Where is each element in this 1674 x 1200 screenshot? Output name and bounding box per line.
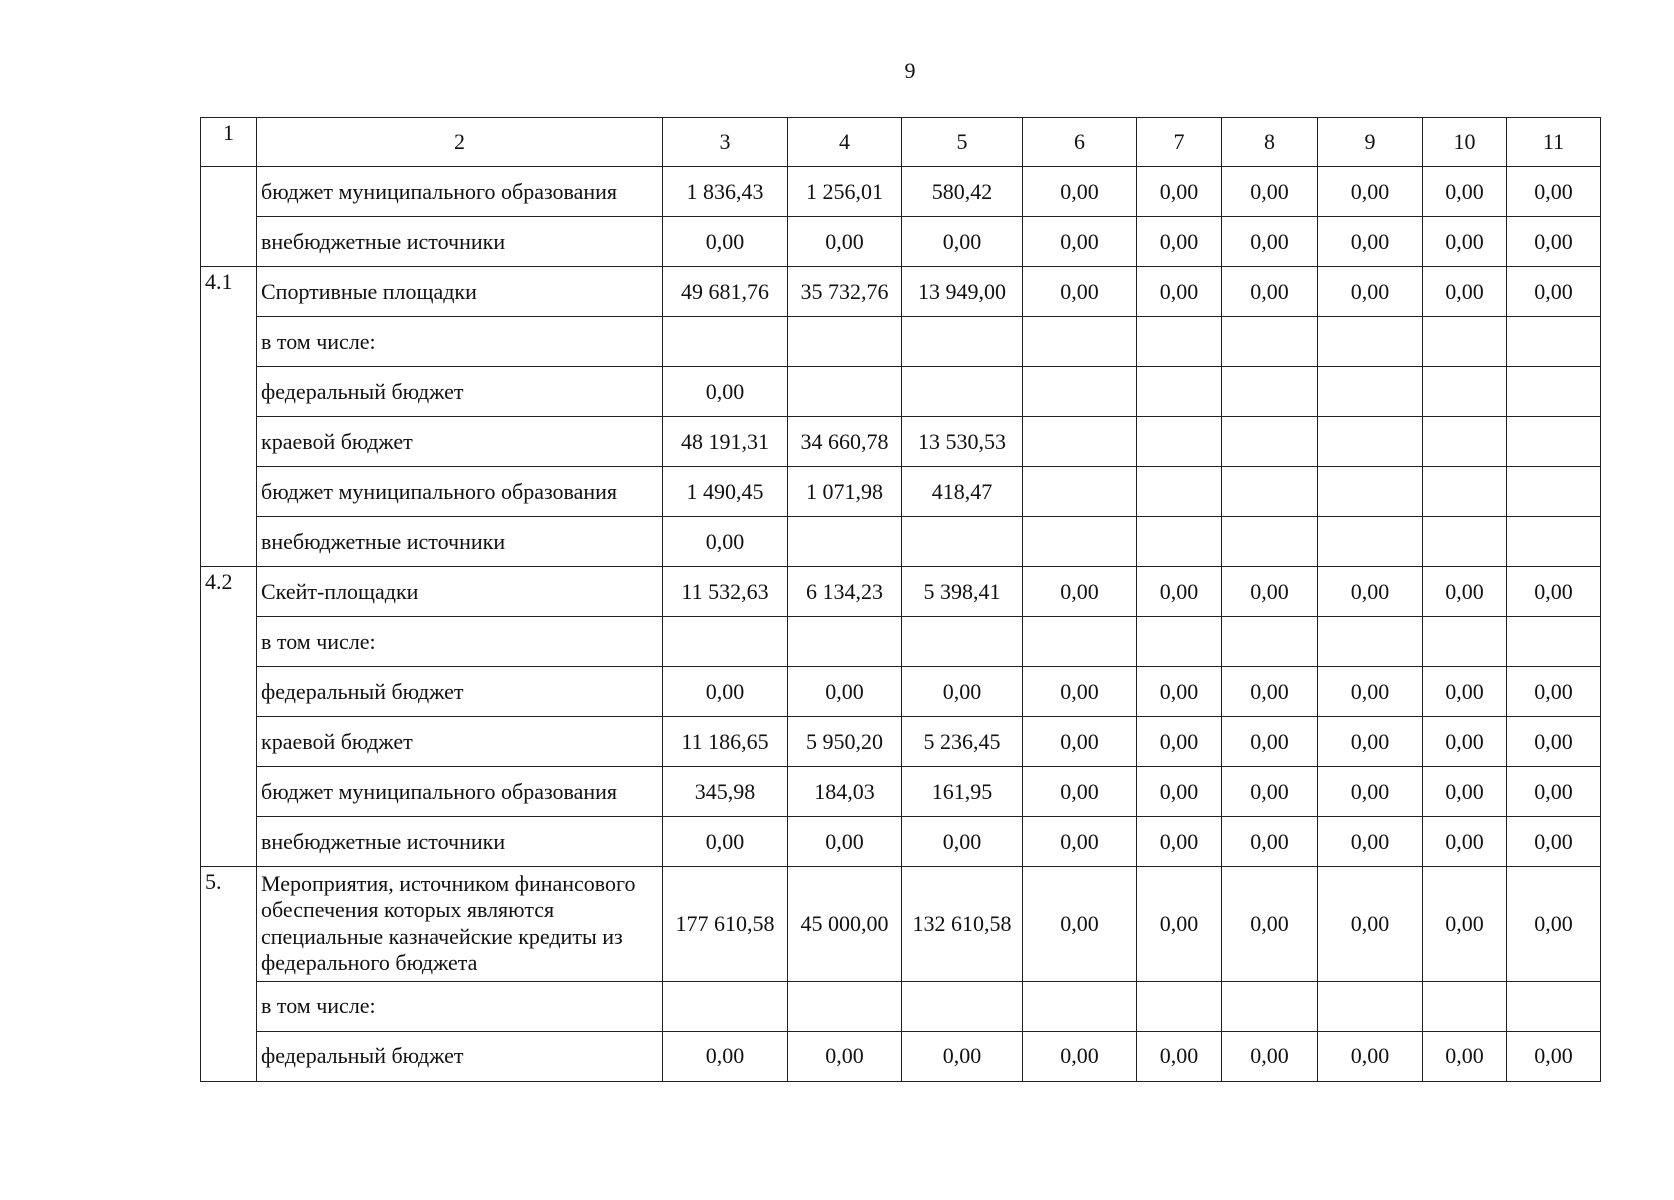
value-cell: 0,00	[1222, 667, 1318, 717]
value-cell	[788, 981, 902, 1031]
value-cell	[902, 317, 1023, 367]
value-cell: 0,00	[1023, 867, 1137, 982]
value-cell	[1507, 467, 1601, 517]
row-label-cell: краевой бюджет	[257, 417, 663, 467]
table-row	[201, 867, 1601, 982]
value-cell: 0,00	[1023, 567, 1137, 617]
value-cell: 0,00	[1222, 1031, 1318, 1081]
value-cell	[1423, 617, 1507, 667]
value-cell	[1023, 617, 1137, 667]
value-cell	[1507, 517, 1601, 567]
value-cell: 11 186,65	[663, 717, 788, 767]
value-cell: 0,00	[1137, 167, 1222, 217]
value-cell: 0,00	[1023, 667, 1137, 717]
value-cell: 132 610,58	[902, 867, 1023, 982]
value-cell: 0,00	[1222, 167, 1318, 217]
value-cell: 0,00	[1423, 267, 1507, 317]
header-cell: 9	[1318, 118, 1423, 167]
row-label-cell: внебюджетные источники	[257, 517, 663, 567]
value-cell	[1423, 367, 1507, 417]
value-cell: 0,00	[663, 217, 788, 267]
value-cell: 0,00	[1423, 217, 1507, 267]
value-cell	[1137, 317, 1222, 367]
value-cell	[788, 517, 902, 567]
value-cell: 0,00	[1222, 867, 1318, 982]
value-cell: 0,00	[1507, 717, 1601, 767]
table-row	[201, 167, 1601, 217]
value-cell: 0,00	[1423, 567, 1507, 617]
value-cell: 0,00	[902, 217, 1023, 267]
value-cell: 0,00	[1507, 1031, 1601, 1081]
value-cell	[1222, 617, 1318, 667]
row-label-cell: бюджет муниципального образования	[257, 467, 663, 517]
value-cell	[1423, 417, 1507, 467]
row-label-cell: бюджет муниципального образования	[257, 167, 663, 217]
table-row	[201, 217, 1601, 267]
value-cell: 0,00	[663, 817, 788, 867]
value-cell: 0,00	[1507, 817, 1601, 867]
value-cell	[1318, 417, 1423, 467]
value-cell: 0,00	[1023, 1031, 1137, 1081]
row-label-cell: в том числе:	[257, 617, 663, 667]
value-cell: 1 490,45	[663, 467, 788, 517]
value-cell: 0,00	[1318, 1031, 1423, 1081]
table-row	[201, 567, 1601, 617]
value-cell: 0,00	[663, 1031, 788, 1081]
value-cell: 0,00	[1318, 867, 1423, 982]
value-cell	[1222, 467, 1318, 517]
header-cell: 4	[788, 118, 902, 167]
value-cell: 11 532,63	[663, 567, 788, 617]
value-cell	[902, 981, 1023, 1031]
value-cell: 0,00	[1507, 867, 1601, 982]
value-cell: 0,00	[1137, 867, 1222, 982]
value-cell: 0,00	[788, 1031, 902, 1081]
value-cell: 1 836,43	[663, 167, 788, 217]
value-cell: 0,00	[1318, 567, 1423, 617]
row-label-cell: Мероприятия, источником финансового обеспечения которых являются специальные казначейские кредиты из федерального бюджета	[257, 867, 663, 982]
header-cell: 11	[1507, 118, 1601, 167]
value-cell: 177 610,58	[663, 867, 788, 982]
value-cell: 0,00	[1222, 767, 1318, 817]
column-number-row	[201, 118, 1601, 167]
value-cell	[1137, 367, 1222, 417]
value-cell	[1222, 367, 1318, 417]
row-number-cell	[201, 167, 257, 267]
table-row	[201, 367, 1601, 417]
table-row	[201, 467, 1601, 517]
value-cell: 6 134,23	[788, 567, 902, 617]
row-number-cell: 4.2	[201, 567, 257, 867]
value-cell: 0,00	[1222, 717, 1318, 767]
value-cell: 1 071,98	[788, 467, 902, 517]
value-cell	[1318, 981, 1423, 1031]
header-cell: 8	[1222, 118, 1318, 167]
row-label-cell: внебюджетные источники	[257, 817, 663, 867]
value-cell: 0,00	[1023, 267, 1137, 317]
value-cell: 0,00	[788, 667, 902, 717]
value-cell	[1423, 981, 1507, 1031]
value-cell: 48 191,31	[663, 417, 788, 467]
value-cell	[1137, 517, 1222, 567]
value-cell	[788, 317, 902, 367]
row-label-cell: в том числе:	[257, 317, 663, 367]
row-label-cell: в том числе:	[257, 981, 663, 1031]
value-cell: 13 530,53	[902, 417, 1023, 467]
value-cell: 580,42	[902, 167, 1023, 217]
value-cell: 0,00	[1423, 717, 1507, 767]
row-number-cell: 4.1	[201, 267, 257, 567]
value-cell: 0,00	[902, 1031, 1023, 1081]
value-cell: 0,00	[1222, 267, 1318, 317]
value-cell	[1137, 467, 1222, 517]
table-row	[201, 517, 1601, 567]
value-cell: 0,00	[1318, 667, 1423, 717]
header-cell: 10	[1423, 118, 1507, 167]
value-cell: 0,00	[788, 217, 902, 267]
budget-table	[200, 117, 1601, 1082]
value-cell: 0,00	[1023, 767, 1137, 817]
value-cell: 0,00	[902, 817, 1023, 867]
value-cell: 184,03	[788, 767, 902, 817]
value-cell	[1023, 517, 1137, 567]
value-cell	[1507, 417, 1601, 467]
table-row	[201, 317, 1601, 367]
value-cell: 5 398,41	[902, 567, 1023, 617]
value-cell: 0,00	[1507, 167, 1601, 217]
value-cell: 0,00	[1318, 267, 1423, 317]
value-cell: 0,00	[1318, 167, 1423, 217]
value-cell	[788, 367, 902, 417]
value-cell: 0,00	[1507, 767, 1601, 817]
value-cell: 161,95	[902, 767, 1023, 817]
value-cell: 0,00	[1023, 217, 1137, 267]
row-number-cell: 5.	[201, 867, 257, 1082]
table-row	[201, 617, 1601, 667]
value-cell: 0,00	[1137, 267, 1222, 317]
value-cell: 0,00	[663, 667, 788, 717]
value-cell: 0,00	[663, 517, 788, 567]
value-cell	[1222, 981, 1318, 1031]
value-cell	[1023, 317, 1137, 367]
value-cell: 0,00	[1318, 817, 1423, 867]
row-label-cell: федеральный бюджет	[257, 1031, 663, 1081]
value-cell: 49 681,76	[663, 267, 788, 317]
value-cell: 0,00	[1423, 167, 1507, 217]
value-cell	[902, 517, 1023, 567]
value-cell	[1507, 981, 1601, 1031]
value-cell: 418,47	[902, 467, 1023, 517]
value-cell	[1023, 417, 1137, 467]
value-cell: 35 732,76	[788, 267, 902, 317]
table-row	[201, 667, 1601, 717]
value-cell: 0,00	[902, 667, 1023, 717]
value-cell	[663, 981, 788, 1031]
value-cell	[1023, 467, 1137, 517]
value-cell: 0,00	[1423, 1031, 1507, 1081]
value-cell: 0,00	[1023, 717, 1137, 767]
header-cell: 7	[1137, 118, 1222, 167]
row-label-cell: внебюджетные источники	[257, 217, 663, 267]
value-cell: 1 256,01	[788, 167, 902, 217]
row-label-cell: федеральный бюджет	[257, 667, 663, 717]
value-cell: 45 000,00	[788, 867, 902, 982]
value-cell: 0,00	[1137, 667, 1222, 717]
row-label-cell: краевой бюджет	[257, 717, 663, 767]
table-row	[201, 1031, 1601, 1081]
value-cell	[1222, 417, 1318, 467]
value-cell: 13 949,00	[902, 267, 1023, 317]
table-row	[201, 981, 1601, 1031]
value-cell	[1222, 317, 1318, 367]
value-cell: 0,00	[1423, 817, 1507, 867]
table-body	[201, 167, 1601, 1082]
value-cell	[1318, 317, 1423, 367]
value-cell	[1423, 467, 1507, 517]
value-cell: 34 660,78	[788, 417, 902, 467]
value-cell: 0,00	[1423, 767, 1507, 817]
header-cell: 6	[1023, 118, 1137, 167]
value-cell: 5 950,20	[788, 717, 902, 767]
value-cell: 0,00	[1318, 217, 1423, 267]
row-label-cell: Скейт-площадки	[257, 567, 663, 617]
value-cell: 0,00	[1423, 667, 1507, 717]
value-cell: 345,98	[663, 767, 788, 817]
page-number: 9	[904, 58, 916, 83]
header-cell: 2	[257, 118, 663, 167]
value-cell	[1423, 317, 1507, 367]
value-cell	[788, 617, 902, 667]
table-row	[201, 417, 1601, 467]
value-cell	[1222, 517, 1318, 567]
value-cell	[1318, 467, 1423, 517]
header-cell: 5	[902, 118, 1023, 167]
value-cell	[663, 617, 788, 667]
value-cell	[902, 367, 1023, 417]
value-cell	[1507, 617, 1601, 667]
value-cell: 0,00	[788, 817, 902, 867]
value-cell: 0,00	[1318, 717, 1423, 767]
value-cell	[1318, 517, 1423, 567]
value-cell: 0,00	[1507, 217, 1601, 267]
value-cell	[1023, 981, 1137, 1031]
value-cell: 0,00	[1507, 267, 1601, 317]
value-cell	[1023, 367, 1137, 417]
value-cell: 0,00	[1137, 567, 1222, 617]
table-row	[201, 717, 1601, 767]
row-label-cell: федеральный бюджет	[257, 367, 663, 417]
value-cell: 0,00	[1137, 717, 1222, 767]
row-label-cell: Спортивные площадки	[257, 267, 663, 317]
header-cell: 1	[201, 118, 257, 167]
table-row	[201, 767, 1601, 817]
value-cell	[1137, 981, 1222, 1031]
value-cell	[1137, 617, 1222, 667]
value-cell: 0,00	[1023, 167, 1137, 217]
value-cell: 0,00	[1137, 1031, 1222, 1081]
value-cell: 0,00	[1222, 817, 1318, 867]
value-cell	[902, 617, 1023, 667]
value-cell	[1318, 617, 1423, 667]
header-cell: 3	[663, 118, 788, 167]
value-cell	[1507, 317, 1601, 367]
value-cell	[1507, 367, 1601, 417]
value-cell: 5 236,45	[902, 717, 1023, 767]
value-cell: 0,00	[1137, 817, 1222, 867]
value-cell: 0,00	[1137, 767, 1222, 817]
value-cell	[663, 317, 788, 367]
value-cell: 0,00	[1507, 567, 1601, 617]
value-cell: 0,00	[663, 367, 788, 417]
value-cell	[1318, 367, 1423, 417]
value-cell	[1423, 517, 1507, 567]
value-cell: 0,00	[1023, 817, 1137, 867]
value-cell: 0,00	[1318, 767, 1423, 817]
value-cell: 0,00	[1222, 567, 1318, 617]
value-cell: 0,00	[1137, 217, 1222, 267]
value-cell	[1137, 417, 1222, 467]
value-cell: 0,00	[1222, 217, 1318, 267]
value-cell: 0,00	[1423, 867, 1507, 982]
table-row	[201, 817, 1601, 867]
row-label-cell: бюджет муниципального образования	[257, 767, 663, 817]
table-row	[201, 267, 1601, 317]
value-cell: 0,00	[1507, 667, 1601, 717]
